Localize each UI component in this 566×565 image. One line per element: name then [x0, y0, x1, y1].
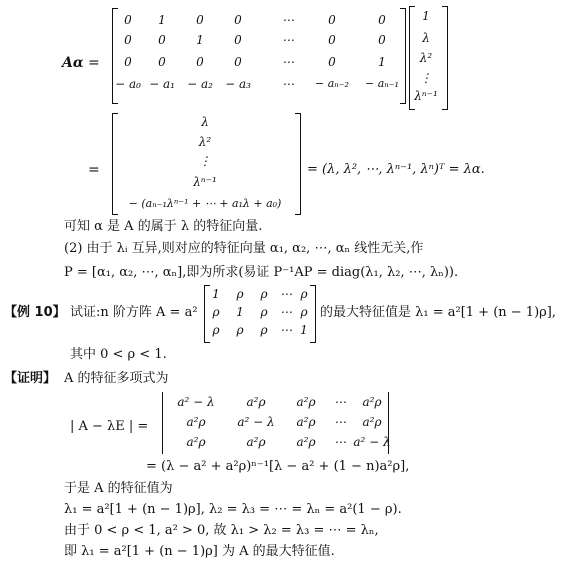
- matrix-cell: 0: [158, 55, 166, 69]
- matrix-cell: 0: [124, 13, 132, 27]
- proof-line-2: λ₁ = a²[1 + (n − 1)ρ], λ₂ = λ₃ = ⋯ = λₙ = a²(1 − ρ).: [64, 502, 402, 517]
- vector-cell: λ: [422, 31, 430, 45]
- text-line-1: 可知 α 是 A 的属于 λ 的特征向量.: [64, 219, 263, 234]
- det-cell: a² − λ: [353, 435, 391, 449]
- matrix-cell: ⋯: [282, 13, 294, 27]
- example-matrix-cell: 1: [236, 305, 244, 319]
- matrix-cell: 0: [328, 55, 336, 69]
- vector-cell: 1: [422, 9, 430, 23]
- det-cell: a²ρ: [246, 435, 266, 449]
- matrix-cell: 0: [124, 33, 132, 47]
- example-matrix-cell: 1: [212, 287, 220, 301]
- matrix-cell: ⋯: [282, 77, 294, 91]
- proof-line-1: 于是 A 的特征值为: [64, 481, 173, 496]
- det-left-bar: [162, 392, 163, 454]
- example-matrix-cell: ⋯: [280, 305, 292, 319]
- matrix-cell: ⋯: [282, 55, 294, 69]
- det-cell: ⋯: [334, 395, 346, 409]
- det-cell: a² − λ: [237, 415, 275, 429]
- matrix-cell: − aₙ₋₁: [365, 77, 399, 90]
- proof-label: 【证明】: [4, 371, 57, 386]
- text-line-2: (2) 由于 λᵢ 互异,则对应的特征向量 α₁, α₂, ⋯, αₙ 线性无关,作: [64, 241, 424, 256]
- matrix-cell: 0: [378, 13, 386, 27]
- matrix-cell: − a₁: [149, 77, 175, 91]
- matrix-cell: 1: [196, 33, 204, 47]
- column-cell: − (aₙ₋₁λⁿ⁻¹ + ⋯ + a₁λ + a₀): [128, 197, 282, 210]
- column-cell: λⁿ⁻¹: [193, 175, 217, 189]
- matrix-cell: 0: [124, 55, 132, 69]
- vector-cell: λⁿ⁻¹: [414, 89, 438, 103]
- example-statement: 试证:n 阶方阵 A = a²: [70, 305, 198, 320]
- proof-line-4: 即 λ₁ = a²[1 + (n − 1)ρ] 为 A 的最大特征值.: [64, 544, 335, 559]
- matrix-cell: − aₙ₋₂: [315, 77, 349, 90]
- example-condition: 其中 0 < ρ < 1.: [70, 347, 167, 362]
- column-cell: λ²: [198, 135, 212, 149]
- example-matrix-cell: ρ: [236, 323, 244, 337]
- det-lhs: | A − λE | =: [70, 419, 149, 434]
- column-cell: λ: [201, 115, 209, 129]
- column-right-bracket: [295, 113, 301, 215]
- vector-cell: ⋮: [420, 71, 432, 85]
- example-matrix-cell: ρ: [260, 305, 268, 319]
- example-matrix-cell: ρ: [300, 287, 308, 301]
- matrix-cell: 0: [234, 13, 242, 27]
- det-cell: a²ρ: [246, 395, 266, 409]
- det-cell: a²ρ: [296, 435, 316, 449]
- matrix-cell: 0: [378, 33, 386, 47]
- det-cell: a² − λ: [177, 395, 215, 409]
- matrix-cell: − a₃: [225, 77, 251, 91]
- example-label: 【例 10】: [4, 305, 66, 320]
- matrix-cell: 0: [158, 33, 166, 47]
- matrix-cell: 1: [158, 13, 166, 27]
- column-cell: ⋮: [199, 154, 211, 168]
- example-matrix-cell: ρ: [260, 287, 268, 301]
- matrix-cell: 0: [328, 13, 336, 27]
- det-cell: ⋯: [334, 415, 346, 429]
- eq1-lhs: Aα: [62, 55, 84, 71]
- eq2-equals: =: [88, 162, 100, 178]
- det-cell: a²ρ: [362, 415, 382, 429]
- det-cell: a²ρ: [296, 415, 316, 429]
- matrix-cell: 0: [196, 13, 204, 27]
- proof-line-3: 由于 0 < ρ < 1, a² > 0, 故 λ₁ > λ₂ = λ₃ = ⋯ = λₙ,: [64, 523, 379, 538]
- det-cell: ⋯: [334, 435, 346, 449]
- matrix-cell: 0: [196, 55, 204, 69]
- det-cell: a²ρ: [186, 435, 206, 449]
- vector-cell: λ²: [419, 51, 433, 65]
- example-matrix-cell: 1: [300, 323, 308, 337]
- matrix-cell: ⋯: [282, 33, 294, 47]
- det-cell: a²ρ: [362, 395, 382, 409]
- det-cell: a²ρ: [186, 415, 206, 429]
- matrix-cell: 0: [234, 55, 242, 69]
- proof-intro: A 的特征多项式为: [64, 371, 169, 386]
- example-matrix-cell: ⋯: [280, 287, 292, 301]
- matrix-cell: 0: [234, 33, 242, 47]
- matrix-cell: 0: [328, 33, 336, 47]
- example-matrix-cell: ρ: [212, 305, 220, 319]
- eq1-equals: =: [88, 55, 100, 71]
- example-matrix-cell: ρ: [236, 287, 244, 301]
- det-result: = (λ − a² + a²ρ)ⁿ⁻¹[λ − a² + (1 − n)a²ρ],: [146, 459, 410, 474]
- det-cell: a²ρ: [296, 395, 316, 409]
- example-matrix-cell: ρ: [300, 305, 308, 319]
- example-matrix-cell: ρ: [260, 323, 268, 337]
- matrix-cell: 1: [378, 55, 386, 69]
- example-claim: 的最大特征值是 λ₁ = a²[1 + (n − 1)ρ],: [320, 305, 556, 320]
- matrix-cell: − a₂: [187, 77, 213, 91]
- matrix-cell: − a₀: [115, 77, 141, 91]
- text-line-3: P = [α₁, α₂, ⋯, αₙ],即为所求(易证 P⁻¹AP = diag(λ₁, λ₂, ⋯, λₙ)).: [64, 265, 459, 280]
- example-matrix-cell: ⋯: [280, 323, 292, 337]
- eq2-rhs: = (λ, λ², ⋯, λⁿ⁻¹, λⁿ)ᵀ = λα.: [307, 162, 485, 177]
- example-matrix-cell: ρ: [212, 323, 220, 337]
